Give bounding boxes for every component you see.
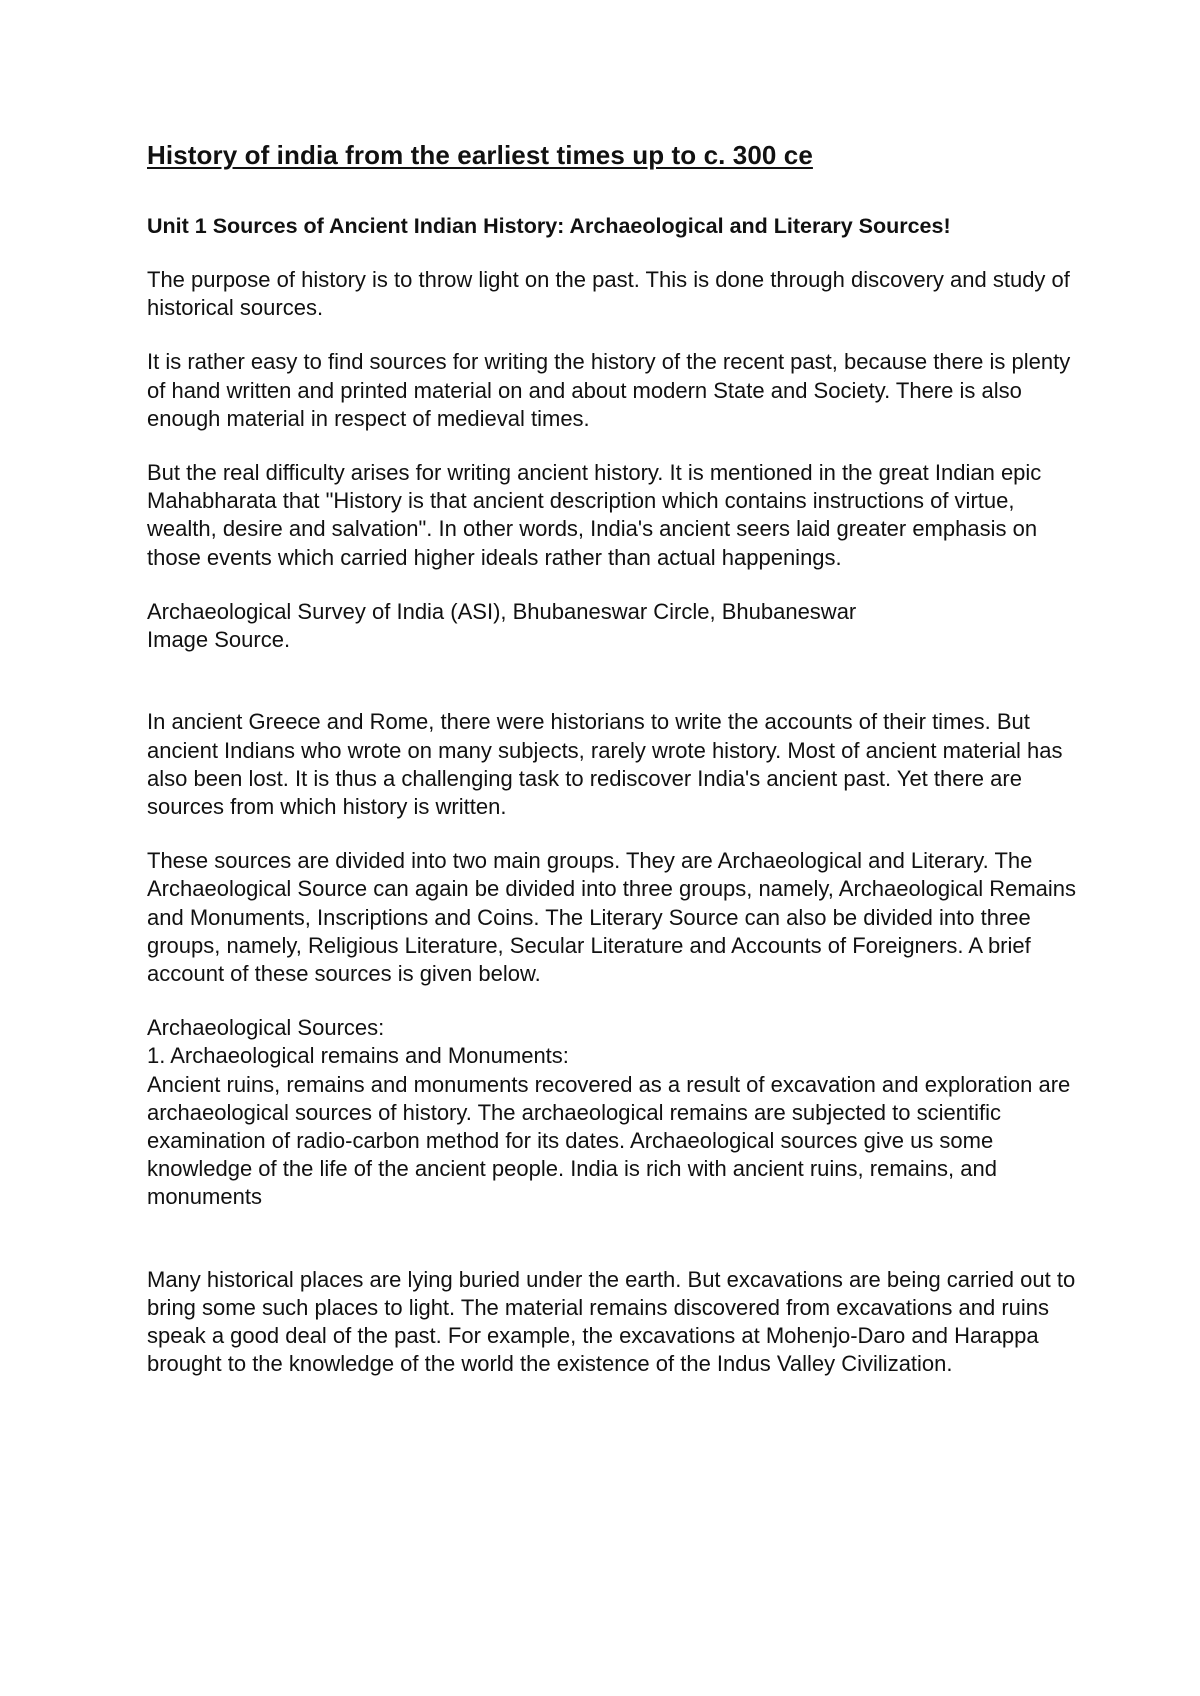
image-caption: Archaeological Survey of India (ASI), Bhubaneswar Circle, Bhubaneswar — [147, 598, 857, 624]
document-page — [147, 140, 1077, 1404]
section-label: Archaeological Sources: — [147, 1015, 385, 1041]
subsection-label: 1. Archaeological remains and Monuments: — [147, 1043, 569, 1069]
paragraph-excavations: Many historical places are lying buried under the earth. But excavations are being carried out to bring some such places to light. The material remains discovered from excavations and ruins speak a good deal of the past. For example, the excavations at Mohenjo-Daro and Harappa brought to the knowledge of the world the existence of the Indus Valley Civilization. — [147, 1266, 1076, 1377]
paragraph-source-groups: These sources are divided into two main groups. They are Archaeological and Literary. The Archaeological Source can again be divided into three groups, namely, Archaeological Remains and Monuments, Inscriptions and Coins. The Literary Source can also be divided into three groups, namely, Religious Literature, Secular Literature and Accounts of Foreigners. A brief account of these sources is given below. — [147, 848, 1077, 986]
spacer — [147, 680, 1077, 708]
paragraph-greece-rome: In ancient Greece and Rome, there were historians to write the accounts of their times. But ancient Indians who wrote on many subjects, rarely wrote history. Most of ancient material has also been lost. It is thus a challenging task to rediscover India's ancient past. Yet there are sources from which history is written. — [147, 709, 1063, 819]
paragraph-ancient-difficulty: But the real difficulty arises for writing ancient history. It is mentioned in the great Indian epic Mahabharata that "History is that ancient description which contains instructions of virtue, wealth, desire and salvation". In other words, India's ancient seers laid greater emphasis on those events which carried higher ideals rather than actual happenings. — [147, 460, 1042, 570]
paragraph-archaeological-remains: Ancient ruins, remains and monuments recovered as a result of excavation and exploration are archaeological sources of history. The archaeological remains are subjected to scientific examination of radio-carbon method for its dates. Archaeological sources give us some knowledge of the life of the ancient people. India is rich with ancient ruins, remains, and monuments — [147, 1071, 1071, 1210]
paragraph-recent-past: It is rather easy to find sources for writing the history of the recent past, because there is plenty of hand written and printed material on and about modern State and Society. There is also enough material in respect of medieval times. — [147, 349, 1071, 431]
unit-heading: Unit 1 Sources of Ancient Indian History: Archaeological and Literary Sources! — [147, 214, 951, 239]
document-title: History of india from the earliest times up to c. 300 ce — [147, 140, 813, 170]
image-source: Image Source. — [147, 627, 291, 653]
spacer — [147, 1238, 1077, 1266]
paragraph-purpose: The purpose of history is to throw light on the past. This is done through discovery and study of historical sources. — [147, 267, 1070, 321]
